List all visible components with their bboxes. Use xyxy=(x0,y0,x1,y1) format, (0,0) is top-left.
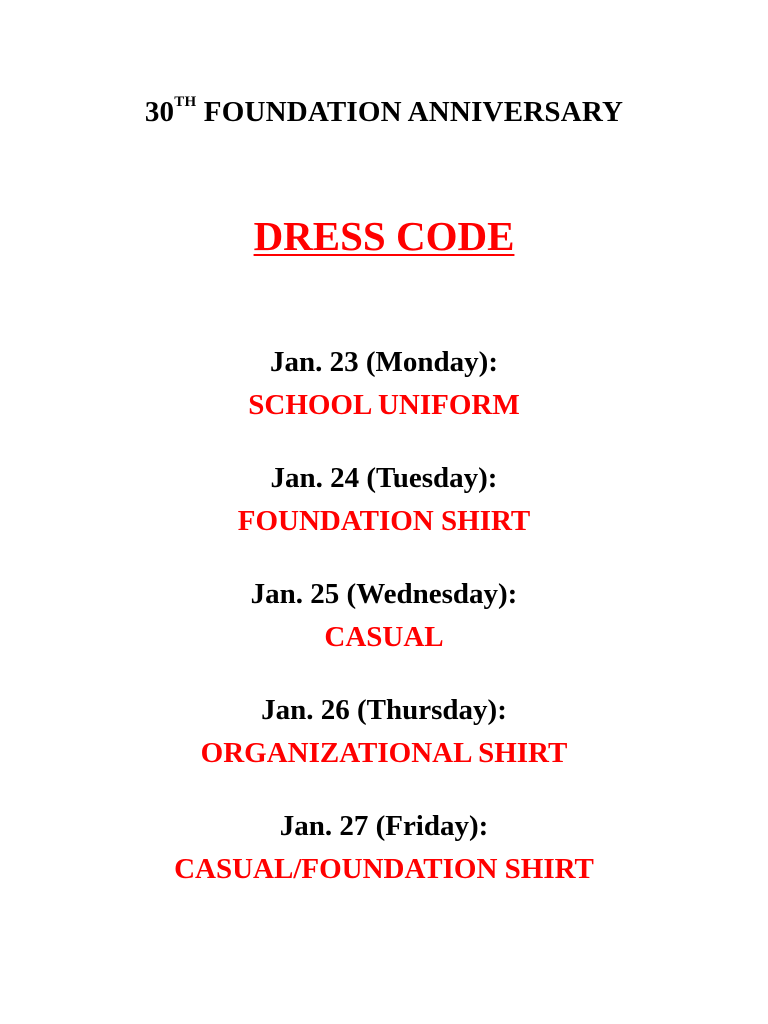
schedule-entry xyxy=(0,692,768,808)
schedule-day: Jan. 24 (Tuesday): xyxy=(270,462,498,494)
schedule-entry xyxy=(0,808,768,924)
schedule-entry xyxy=(0,344,768,460)
heading-number: 30 xyxy=(144,96,175,128)
schedule-day: Jan. 25 (Wednesday): xyxy=(250,578,518,610)
schedule-dress: FOUNDATION SHIRT xyxy=(237,505,531,537)
schedule-day: Jan. 26 (Thursday): xyxy=(261,694,507,726)
schedule-entry xyxy=(0,576,768,692)
heading-superscript: TH xyxy=(174,94,197,110)
heading-text: FOUNDATION ANNIVERSARY xyxy=(196,96,624,128)
schedule-entry xyxy=(0,460,768,576)
dress-code-schedule xyxy=(0,344,768,924)
schedule-dress: CASUAL xyxy=(324,621,444,653)
schedule-dress: CASUAL/FOUNDATION SHIRT xyxy=(174,853,594,885)
schedule-dress: ORGANIZATIONAL SHIRT xyxy=(200,737,568,769)
schedule-day: Jan. 23 (Monday): xyxy=(270,346,498,378)
dress-code-title: DRESS CODE xyxy=(253,213,515,259)
schedule-dress: SCHOOL UNIFORM xyxy=(248,389,520,421)
schedule-day: Jan. 27 (Friday): xyxy=(279,810,489,842)
anniversary-heading xyxy=(0,96,768,129)
